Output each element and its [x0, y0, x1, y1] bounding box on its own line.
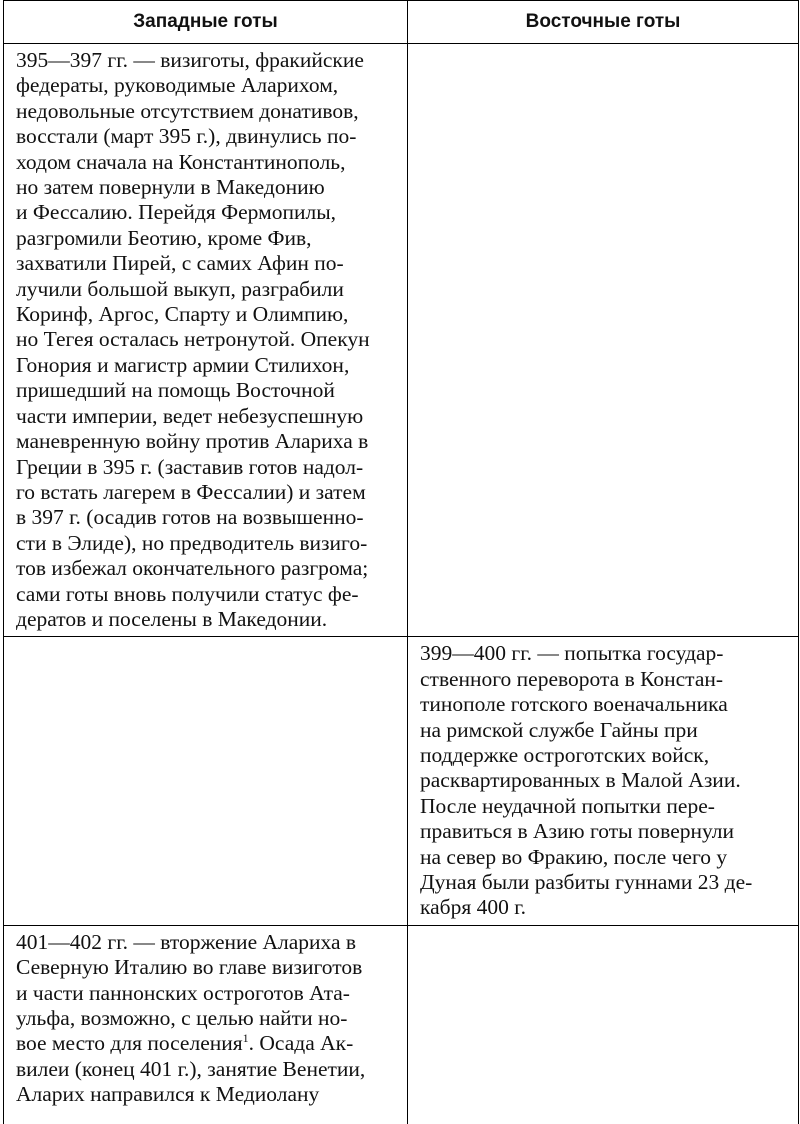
text-line: маневренную войну против Алариха в [16, 429, 369, 454]
text-line: ульфа, возможно, с целью найти но- [16, 1006, 348, 1031]
text-line: вилеи (конец 401 г.), занятие Венетии, [16, 1056, 366, 1081]
text-line: сти в Элиде), но предводитель визиго- [16, 530, 368, 555]
text-line: захватили Пирей, с самих Афин по- [16, 251, 344, 276]
text-line: 395—397 гг. — визиготы, фракийские [16, 48, 364, 72]
text-line: на римской службе Гайны при [420, 717, 698, 742]
text-line: поддержке остроготских войск, [420, 742, 710, 767]
text-line: Гонория и магистр армии Стилихон, [16, 352, 350, 377]
text-line: недовольные отсутствием донативов, [16, 98, 359, 123]
text-line: на север во Фракию, после чего у [420, 844, 728, 869]
text-line: Коринф, Аргос, Спарту и Олимпию, [16, 302, 349, 327]
text-line: Дуная были разбиты гуннами 23 де- [420, 870, 753, 894]
text-line: пришедший на помощь Восточной [16, 378, 335, 403]
text-line: в 397 г. (осадив готов на возвышенно- [16, 505, 364, 530]
table-row [4, 44, 799, 637]
text-line: правиться в Азию готы повернули [420, 819, 735, 844]
header-western-goths: Западные готы [4, 1, 408, 44]
text-line: ходом сначала на Константинополь, [16, 149, 346, 174]
table-row [4, 925, 799, 1124]
cell-east-399-400 [408, 637, 799, 925]
text-line: тов избежал окончательного разгрома; [16, 556, 369, 581]
text-line: разгромили Беотию, кроме Фив, [16, 225, 312, 250]
table-row [4, 637, 799, 925]
text-line: дератов и поселены в Македонии. [16, 606, 328, 631]
text-line: но затем повернули в Македонию [16, 175, 325, 200]
text-line: После неудачной попытки пере- [420, 793, 715, 818]
text-fragment: Осада Ак- [259, 1031, 354, 1056]
text-line: 399—400 гг. — попытка государ- [420, 641, 724, 666]
text-line: но Тегея осталась нетронутой. Опекун [16, 327, 370, 352]
text-line: кабря 400 г. [420, 895, 527, 920]
text-line: и части паннонских остроготов Ата- [16, 980, 350, 1005]
header-row [4, 1, 799, 44]
chronology-table [3, 0, 799, 1124]
text-line: го встать лагерем в Фессалии) и затем [16, 479, 366, 504]
text-line: 401—402 гг. — вторжение Алариха в [16, 929, 357, 954]
text-line: восстали (март 395 г.), двинулись по- [16, 124, 357, 149]
text-line: вое место для поселения$^1$. Осада Ак- [16, 1031, 354, 1056]
text-line: расквартированных в Малой Азии. [420, 768, 741, 793]
header-eastern-goths: Восточные готы [408, 1, 799, 44]
text-line: Северную Италию во главе визиготов [16, 955, 363, 980]
cell-west-401-402 [4, 925, 408, 1124]
text-line: части империи, ведет небезуспешную [16, 403, 364, 428]
text-line: федераты, руководимые Аларихом, [16, 73, 339, 98]
text-line: Аларих направился к Медиолану [16, 1082, 320, 1107]
text-line: Греции в 395 г. (заставив готов надол- [16, 454, 364, 479]
text-line: тинополе готского военачальника [420, 692, 728, 717]
text-line: ственного переворота в Констан- [420, 666, 724, 691]
cell-east-empty [408, 925, 799, 1124]
cell-west-empty [4, 637, 408, 925]
footnote-marker: 1 [242, 1031, 249, 1046]
cell-west-395-397 [4, 44, 408, 637]
text-line: и Фессалию. Перейдя Фермопилы, [16, 200, 337, 225]
text-fragment: вое место для поселения [16, 1031, 243, 1056]
text-line: лучили большой выкуп, разграбили [16, 276, 344, 301]
cell-east-empty [408, 44, 799, 637]
text-line: сами готы вновь получили статус фе- [16, 581, 359, 606]
